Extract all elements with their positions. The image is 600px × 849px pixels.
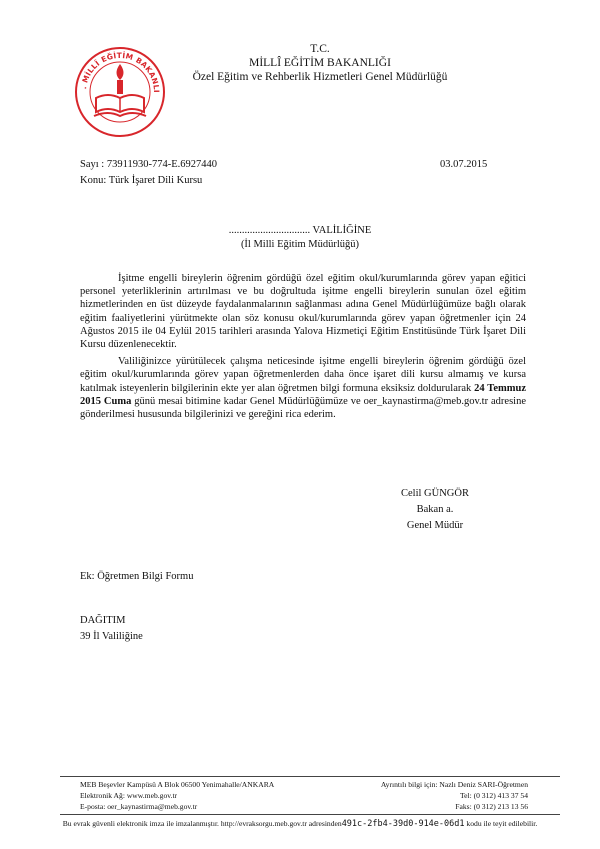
logo-ring-text: . MİLLÎ EĞİTİM BAKANLI [79,50,162,94]
verification-text-a: Bu evrak güvenli elektronik imza ile imzalanmıştır. http://evraksorgu.meb.gov.tr adresinden [62,819,342,828]
signatory-name: Celil GÜNGÖR [401,488,469,499]
konu-label: Konu: [80,175,107,186]
sayi-value: : 73911930-774-E.6927440 [101,159,217,170]
footer-tel: Tel: (0 312) 413 37 54 [459,791,528,800]
header-tc: T.C. [310,43,330,55]
footer-web: Elektronik Ağ: www.meb.gov.tr [80,791,178,800]
konu-value: Türk İşaret Dili Kursu [108,175,203,186]
footer-email: E-posta: oer_kaynastirma@meb.gov.tr [80,802,198,811]
distribution-heading: DAĞITIM [80,615,126,626]
footer-divider-top [60,776,560,777]
recipient-subline: (İl Milli Eğitim Müdürlüğü) [240,239,360,250]
deadline-date: 24 Temmuz 2015 Cuma [80,382,526,407]
directorate-name: Özel Eğitim ve Rehberlik Hizmetleri Genel Müdürlüğü [192,71,448,83]
recipient-line: ............................... VALİLİĞİNE [228,225,372,236]
attachment-line: Ek: Öğretmen Bilgi Formu [80,571,194,582]
footer-divider-bottom [60,814,560,815]
body-paragraph-1: İşitme engelli bireylerin öğrenim gördüğü özel eğitim okul/kurumlarında görev yapan eğitici personel yeterliklerinin artırılması ve bu doğrultuda işitme engelli bireylerin sunulan özel eğitim hizmetlerinden en üst düzeyde faydalanmalarının sağlanması adına Genel Müdürlüğümüze bağlı olarak eğitim faaliyetlerini yürütmekte olan söz konusu okul/kurumlarında görev yapan öğretmenler için 24 Ağustos 2015 ile 04 Eylül 2015 tarihleri arasında Yalova Hizmetiçi Eğitim Enstitüsünde Türk İşaret Dili Kursu düzenlenecektir. [80,273,526,351]
ministry-name: MİLLÎ EĞİTİM BAKANLIĞI [249,57,391,69]
konu-line [80,174,202,187]
body-paragraph-2 [80,355,526,421]
footer-verification [40,818,560,830]
footer-fax: Faks: (0 312) 213 13 56 [455,802,528,811]
footer-contact: Ayrıntılı bilgi için: Nazlı Deniz SARI-Öğretmen [380,780,528,789]
sayi-line [80,158,217,171]
footer-address: MEB Beşevler Kampüsü A Blok 06500 Yenimahalle/ANKARA [80,780,275,789]
sayi-label: Sayı [80,159,99,170]
p2-text-b: günü mesai bitimine kadar Genel Müdürlüğümüze ve oer_kaynastirma@meb.gov.tr adresine gönderilmesi hususunda bilgilerinizi ve gereğini rica ederim. [80,395,526,421]
svg-text:T.C. MİLLÎ EĞİTİM BAKANLIĞI [72,42,161,93]
verification-text-b: kodu ile teyit edilebilir. [466,819,538,828]
p2-text-a: Valiliğinizce yürütülecek çalışma neticesinde işitme engelli bireylerin öğrenim gördüğü özel eğitim okul/kurumlarında görev yapan öğretmenlerden daha önce işaret dili kursu almamış ve kursa katılmak isteyenlerin bilgilerinin ekte yer alan öğretmen bilgi formuna eksiksiz doldurularak [80,356,526,394]
letter-body [80,272,526,425]
distribution-item: 39 İl Valiliğine [80,631,143,642]
signatory-title-1: Bakan a. [416,504,454,515]
signatory-title-2: Genel Müdür [406,520,464,531]
document-date: 03.07.2015 [440,159,488,170]
verification-code: 491c-2fb4-39d0-914e-06d1 [341,819,465,829]
ministry-logo [72,42,168,138]
